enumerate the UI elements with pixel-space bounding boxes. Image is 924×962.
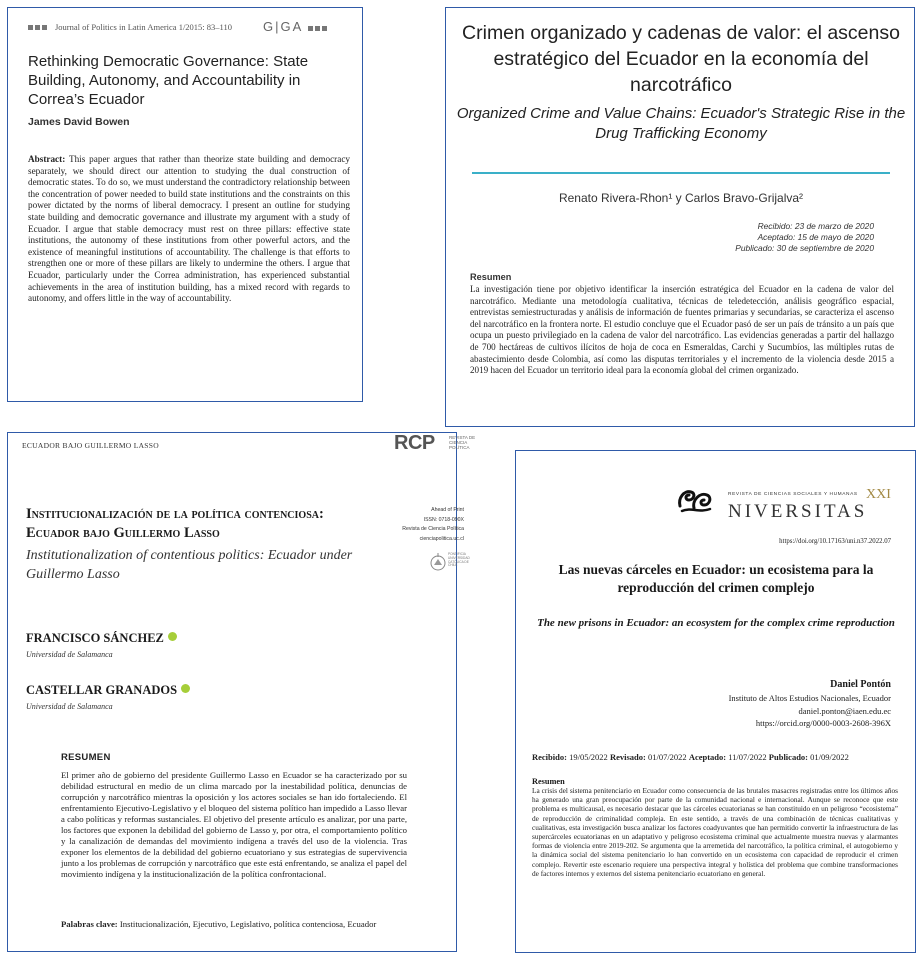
paper-authors: Renato Rivera-Rhon¹ y Carlos Bravo-Grijalva² — [558, 191, 804, 205]
paper-title: Las nuevas cárceles en Ecuador: un ecosistema para la reproducción del crimen complejo — [558, 562, 874, 595]
orcid-icon[interactable] — [181, 684, 190, 693]
running-head: ECUADOR BAJO GUILLERMO LASSO — [22, 441, 159, 450]
header-squares — [28, 22, 49, 32]
abstract — [28, 154, 350, 305]
affiliation-2: Universidad de Salamanca — [26, 702, 113, 711]
abstract-text: This paper argues that rather than theorize state building and democracy separately, we should direct our attention to studying the dual construction of democratic states. To do so, we must understand the contradictory relationship between the concentration of power needed to build state institutions and the constraints on this power dictated by the norms of liberal democracy. I present an outline for studying state building and democratic governance and illustrate my argument with a study of Ecuador. I argue that stable democracy must rest on three pillars: effective state institutions, the autonomy of these institutions from other powerful actors, and the existence of meaningful institutions of accountability. The challenge is that efforts to strengthen one or more of these pillars are likely to undermine the others. I argue that Ecuador, particularly under the Correa administration, has experienced substantial achievements in the area of institution building, has a mixed record with regards to autonomy, and offers little in the way of accountability. — [28, 154, 350, 304]
journal-name: Revista de Ciencia Política — [402, 526, 464, 532]
paper-author: James David Bowen — [28, 116, 130, 128]
publication-dates: Recibido: 19/05/2022 Revisado: 01/07/2022 Aceptado: 11/07/2022 Publicado: 01/09/2022 — [532, 752, 849, 762]
resumen-text: La crisis del sistema penitenciario en Ecuador como consecuencia de las brutales masacres registradas entre los últimos años ha generado una gran preocupación por parte de la comunidad nacional e internacional. Aunque se reconoce que este problema es multicausal, es necesario destacar que las cárceles ecuatorianas se han constituido en un peligroso “ecosistema” de reproducción de criminalidad compleja. En este sentido, a través de una combinación de técnicas cualitativas y cualitativas, esta investigación busca analizar los factores coadyuvantes que han permitido convertir la infraestructura de las supercárceles ecuatorianas en un adaptativo y peligroso ecosistema criminal que actualmente muestra nuevas y alarmantes formas de violencia entre 2019-202. Se argumenta que la arremetida del narcotráfico, la política criminal, el autogobierno y la dinámica social del sistema penitenciario lo han convertido en un ecosistema con capacidad de reproducir el crimen complejo. Revertir este escenario requiere una perspectiva integral y holística del problema que combine transformaciones de factores internos y externos del sistema penitenciario ecuatoriano en general. — [532, 786, 898, 878]
logo-word: NIVERSITAS — [728, 501, 868, 522]
author-1: FRANCISCO SÁNCHEZ — [26, 631, 177, 646]
paper-title: Rethinking Democratic Governance: State Building, Autonomy, and Accountability in Correa’s Ecuador — [28, 53, 309, 108]
english-title: Organized Crime and Value Chains: Ecuador's Strategic Rise in the Drug Trafficking Economy — [456, 105, 906, 142]
seal-text: PONTIFICIA UNIVERSIDAD CATÓLICA DE CHILE — [448, 552, 470, 568]
affiliation-1: Universidad de Salamanca — [26, 650, 113, 659]
keywords-text: Institucionalización, Ejecutivo, Legislativo, política contenciosa, Ecuador — [117, 919, 377, 929]
orcid-link[interactable]: https://orcid.org/0000-0003-2608-396X — [755, 718, 891, 728]
ahead-of-print: Ahead of Print — [431, 507, 464, 513]
accepted-date: Aceptado: 15 de mayo de 2020 — [757, 232, 874, 242]
author-affiliation — [729, 692, 891, 730]
universitas-logo-icon — [676, 484, 714, 514]
giga-logo: G|GA — [263, 19, 329, 34]
paper-panel-1 — [7, 7, 363, 402]
published-date: Publicado: 30 de septiembre de 2020 — [735, 243, 874, 253]
publication-dates — [735, 221, 874, 254]
journal-side-info — [368, 506, 464, 544]
abstract-label: Abstract: — [28, 154, 66, 164]
resumen-label: Resumen — [470, 272, 512, 282]
resumen-label: Resumen — [532, 777, 565, 786]
journal-header — [28, 22, 232, 32]
paper-title: Institucionalización de la política contenciosa: Ecuador bajo Guillermo Lasso — [26, 506, 324, 541]
logo-number: XXI — [866, 487, 891, 502]
english-title: Institutionalization of contentious politics: Ecuador under Guillermo Lasso — [26, 548, 353, 582]
paper-author: Daniel Pontón — [830, 679, 891, 690]
paper-panel-4 — [515, 450, 916, 953]
logo-subtitle: REVISTA DE CIENCIAS SOCIALES Y HUMANAS — [728, 492, 858, 497]
institution: Instituto de Altos Estudios Nacionales, Ecuador — [728, 693, 891, 703]
rcp-logo: RCP — [394, 432, 435, 454]
orcid-icon[interactable] — [168, 632, 177, 641]
english-title: The new prisons in Ecuador: an ecosystem for the complex crime reproduction — [537, 617, 895, 629]
title-divider — [472, 172, 890, 174]
paper-title: Crimen organizado y cadenas de valor: el ascenso estratégico del Ecuador en la economía del narcotráfico — [462, 22, 900, 96]
resumen-text: La investigación tiene por objetivo identificar la inserción estratégica del Ecuador en la cadena de valor del narcotráfico. Mediante una metodología cualitativa, técnicas de teledetección, análisis geográfico espacial, entrevistas semiestructuradas y análisis de información de fuentes primarias y secundarias, se caracteriza el ascenso del narcotráfico en la frontera norte. El estudio concluye que el Ecuador pasó de ser un país de tránsito a un país que ocupa un puesto privilegiado en la cadena de valor del narcotráfico. Las evidencias generadas a partir del hallazgo de 700 hectáreas de cultivos ilícitos de hoja de coca en Esmeraldas, Carchi y Sucumbíos, las múltiples rutas de abastecimiento desde Colombia, así como las disputas territoriales y el incremento de la violencia desde 2015 a 2019 hacen del Ecuador un territorio ideal para la economía global del crimen organizado. — [470, 284, 894, 376]
resumen-label: RESUMEN — [61, 752, 111, 763]
paper-panel-3 — [7, 432, 476, 952]
keywords-label: Palabras clave: — [61, 919, 118, 929]
resumen-text: El primer año de gobierno del presidente Guillermo Lasso en Ecuador se ha caracterizado por su debilidad estructural en medio de un clima marcado por la inestabilidad política, denuncias de corrupción y narcotráfico mientras la oposición y los actores sociales se han ido fortaleciendo. El enfrentamiento Ejecutivo-Legislativo y el bloqueo del sistema político han impedido a Lasso llevar a cabo políticas y reformas sustanciales. El objetivo del presente artículo es analizar, por una parte, los factores que exponen la debilidad del gobierno de Lasso y, por otra, el comportamiento político y la canalización de demandas del movimiento indígena a través del uso de la violencia. Tras exponer los elementos de la debilidad del gobierno ecuatoriano y sus estrategias de supervivencia junto a los problemas de corrupción y narcotráfico que este está enfrentando, se analiza el papel del movimiento indígena y la institucionalización de la política confrontacional. — [61, 770, 407, 879]
keywords — [61, 919, 407, 930]
journal-url: cienciapolitica.uc.cl — [419, 535, 464, 542]
author-2: CASTELLAR GRANADOS — [26, 683, 190, 698]
received-date: Recibido: 23 de marzo de 2020 — [757, 221, 874, 231]
author-email[interactable]: daniel.ponton@iaen.edu.ec — [798, 705, 891, 716]
paper-panel-2 — [445, 7, 915, 427]
issn: ISSN: 0718-090X — [423, 516, 464, 523]
doi-link[interactable]: https://doi.org/10.17163/uni.n37.2022.07 — [779, 538, 891, 545]
journal-citation: Journal of Politics in Latin America 1/2015: 83–110 — [55, 22, 232, 32]
rcp-logo-subtitle: REVISTA DE CIENCIA POLÍTICA — [449, 435, 476, 450]
